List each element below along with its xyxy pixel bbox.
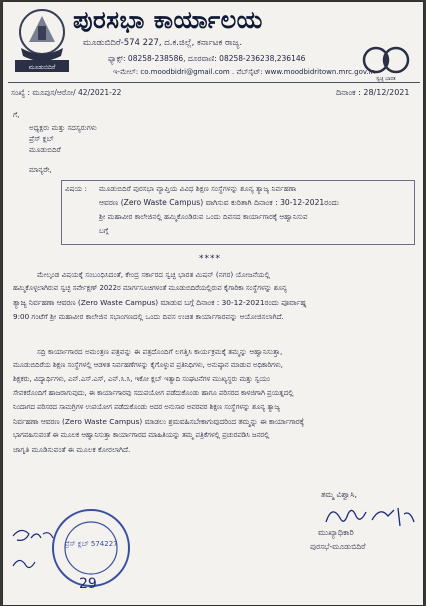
para2-line: ಸದ್ರಿ ಕಾರ್ಯಾಗಾರದ ಅಮಂತ್ರಣ ಪತ್ರವನ್ನು ಈ ಪತ್ರದೊಂದಿಗೆ ಲಗತ್ತಿಸಿ ಕಾರ್ಯಕ್ರಮಕ್ಕೆ ತಮ್ಮನ್ನು ಆಹ್ವಾನಿಸುತ್ತಾ, (37, 347, 283, 356)
subject-line: ಆವರಣ (Zero Waste Campus) ವಾಗಿಸುವ ಕುರಿತಾಗಿ ದಿನಾಂಕ : 30-12-2021ರಂದು (99, 198, 339, 207)
para1-line: 9:00 ಗಂಟೆಗೆ ಶ್ರೀ ಮಹಾವೀರ ಕಾಲೇಜಿನ ಸಭಾಂಗಣದಲ್ಲಿ ಒಂದು ದಿವಸ ಉಚಿತ ಕಾರ್ಯಾಗಾರವನ್ನು ಆಯೋಜಿಸಲಾಗಿದೆ. (13, 312, 284, 321)
salutation: ಮಾನ್ಯರೇ, (29, 165, 52, 174)
office-title: ಪುರಸಭಾ ಕಾರ್ಯಾಲಯ (73, 5, 263, 34)
para1-line: ಹಮ್ಮಿಕೊಳ್ಳಲಾಗಿರುವ ಸ್ವಚ್ಛ ಸರ್ವೇಕ್ಷಣ್ 2022ರ ಮಾರ್ಗಸೂಚಿಗಳಂತೆ ಮೂಡುಬಿದಿರೆಯಲ್ಲಿರುವ ಕೈಗಾರಿಕಾ ಸಂಸ್ಥೆಗಳನ್ನು ಶೂನ್ಯ (13, 284, 287, 292)
para2-line: ಭಾಗವಹಿಸುವಂತೆ ಈ ಮೂಲಕ ಆಹ್ವಾನಿಸುತ್ತಾ ಕಾರ್ಯಾಗಾರದ ಮಾಹಿತಿಯನ್ನು ತಮ್ಮ ಪತ್ರಿಕೆಗಳಲ್ಲಿ ಪ್ರಚುರಪಡಿಸಿ ಜನರಲ್ಲಿ (13, 431, 270, 439)
para1-line: ಮೇಲ್ಕಂಡ ವಿಷಯಕ್ಕೆ ಸಂಬಂಧಿಸಿದಂತೆ, ಕೇಂದ್ರ ಸರ್ಕಾರದ ಸ್ವಚ್ಛ ಭಾರತ ಮಿಷನ್ (ನಗರ) ಯೋಜನೆಯಲ್ಲಿ (37, 270, 270, 279)
subject-line: ಮೂಡುಬಿದಿರೆ ಪುರಸಭಾ ವ್ಯಾಪ್ತಿಯ ವಿವಿಧ ಶಿಕ್ಷಣ ಸಂಸ್ಥೆಗಳನ್ನು ಶೂನ್ಯ ತ್ಯಾಜ್ಯ ನಿರ್ವಹಣಾ (99, 184, 297, 193)
recipient-line-1: ಅಧ್ಯಕ್ಷರು ಮತ್ತು ಸದಸ್ಯರುಗಳು (29, 123, 97, 132)
para2-line: ಮೂಡುಬಿದಿರೆಯ ಶಿಕ್ಷಣ ಸಂಸ್ಥೆಗಳಲ್ಲಿ ಆಡಳಿತ ನಿರ್ವಹಣೆಗಳನ್ನು ಕೈಗೊಳ್ಳುವ ಪ್ರತಿನಿಧಿಗಳು, ಅನುಷ್ಠಾನ ಮಾಡುವ ಅಧಿಕಾರಿಗಳು, (13, 361, 283, 369)
svg-text:ಮೂಡುಬಿದಿರೆ: ಮೂಡುಬಿದಿರೆ (28, 64, 56, 71)
para2-line: ಸೇವಕರೊಂದಿಗೆ ಹಾಜರಾಗುವುದು, ಈ ಕಾರ್ಯಾಗಾರವು ಸದುಪಯೋಗ ಪಡೆದುಕೊಂಡು ಹಾಗೂ ಪರಿಸರದ ಕಾಳಜಿಗಾಗಿ ಪ್ರಯತ್ನದಲ್ಲಿ (13, 389, 294, 397)
subject-line: ಶ್ರೀ ಮಹಾವೀರ ಕಾಲೇಜಿನಲ್ಲಿ ಹಮ್ಮಿಕೊಂಡಿರುವ ಒಂದು ದಿವಸದ ಕಾರ್ಯಾಗಾರಕ್ಕೆ ಆಹ್ವಾನಿಸುವ (99, 212, 308, 221)
stamp-text: ಪ್ರೆಸ್ ಕ್ಲಬ್ 574227 (64, 540, 118, 548)
logo-text: ಸ್ವಚ್ಛ ಭಾರತ (376, 76, 396, 82)
para2-line: ನಿರ್ವಹಣಾ ಆವರಣ (Zero Waste Campus) ಮಾಡಲು ಶ್ರಮವಹಿಸಬೇಕಾಗುವುದರಿಂದ ತಮ್ಮನ್ನು ಈ ಕಾರ್ಯಾಗಾರಕ್ಕೆ (13, 417, 305, 426)
handwritten-date: 29 (79, 576, 97, 592)
subject-line: ಬಗ್ಗೆ (99, 226, 109, 235)
para2-line: ನಿಂದಾಗದ ಪರಿಸರದ ಸಾಮಗ್ರಿಗಳ ಉಪಯೋಗ ಪಡೆದುಕೊಂಡು ಅದರ ಅನುಸಾರ ಅವರವರ ಶಿಕ್ಷಣ ಸಂಸ್ಥೆಗಳನ್ನು ಶೂನ್ಯ ತ್ಯಾಜ್ಯ (13, 403, 280, 411)
letter-page (3, 2, 423, 605)
para2-line: ಶಿಕ್ಷಕರು, ವಿದ್ಯಾರ್ಥಿಗಳು, ಎನ್.ಎಸ್.ಎಸ್, ಎನ್.ಸಿ.ಸಿ, ಇಕೋ ಕ್ಲಬ್ ಇತ್ಯಾದಿ ಸಂಘಟನೆಗಳ ಮುಖ್ಯಸ್ಥರು ಮತ್ತು ಸ್ವಯಂ (13, 375, 270, 383)
para2-line: ಜಾಗೃತಿ ಮೂಡಿಸುವಂತೆ ಈ ಮೂಲಕ ಕೋರಲಾಗಿದೆ. (13, 445, 131, 454)
swachh-bharat-logo (362, 42, 410, 82)
handwritten-signature (318, 500, 418, 530)
separator-stars: **** (199, 254, 221, 264)
to-label: ಗೆ, (13, 110, 20, 119)
reference-number: ಸಂಖ್ಯೆ : ಮೂಪುಸ/ಆರೋ/ 42/2021-22 (11, 88, 122, 97)
office-website: ವೆಬ್‌ಸೈಟ್: www.moodbidritown.mrc.gov.in (236, 68, 376, 76)
recipient-line-2: ಪ್ರೆಸ್ ಕ್ಲಬ್ (29, 134, 54, 143)
office-phone: ಫ್ಯಾಕ್ಸ್: 08258-238586, ದೂರವಾಣಿ: 08258-236238,236146 (108, 54, 306, 63)
office-email: ಇ-ಮೇಲ್: co.moodbidri@gmail.com (113, 68, 230, 76)
municipal-emblem-logo (11, 6, 73, 76)
office-email-web: ಇ-ಮೇಲ್: co.moodbidri@gmail.com . ವೆಬ್‌ಸೈಟ್: www.moodbidritown.mrc.gov.in (113, 68, 376, 76)
header-divider (8, 82, 420, 83)
para1-line: ತ್ಯಾಜ್ಯ ನಿರ್ವಹಣಾ ಆವರಣ (Zero Waste Campus) ಮಾಡುವ ಬಗ್ಗೆ ದಿನಾಂಕ : 30-12-2021ರಂದು ಪೂರ್ವಾಹ್ನ (13, 298, 307, 307)
closing-text: ತಮ್ಮ ವಿಶ್ವಾಸಿ, (321, 490, 358, 499)
press-club-stamp (45, 502, 137, 594)
subject-label: ವಿಷಯ : (65, 184, 87, 193)
recipient-line-3: ಮೂಡುಬಿದಿರೆ (29, 145, 61, 154)
office-address: ಮೂಡುಬಿದಿರೆ-574 227, ದ.ಕ.ಜಿಲ್ಲೆ, ಕರ್ನಾಟಕ ರಾಜ್ಯ. (83, 38, 243, 48)
signatory-title: ಮುಖ್ಯಾಧಿಕಾರಿ (318, 528, 354, 537)
letter-date: ದಿನಾಂಕ : 28/12/2021 (336, 88, 410, 97)
signatory-office: ಪುರಸಭೆ-ಮೂಡುಬಿದಿರೆ (310, 542, 366, 551)
